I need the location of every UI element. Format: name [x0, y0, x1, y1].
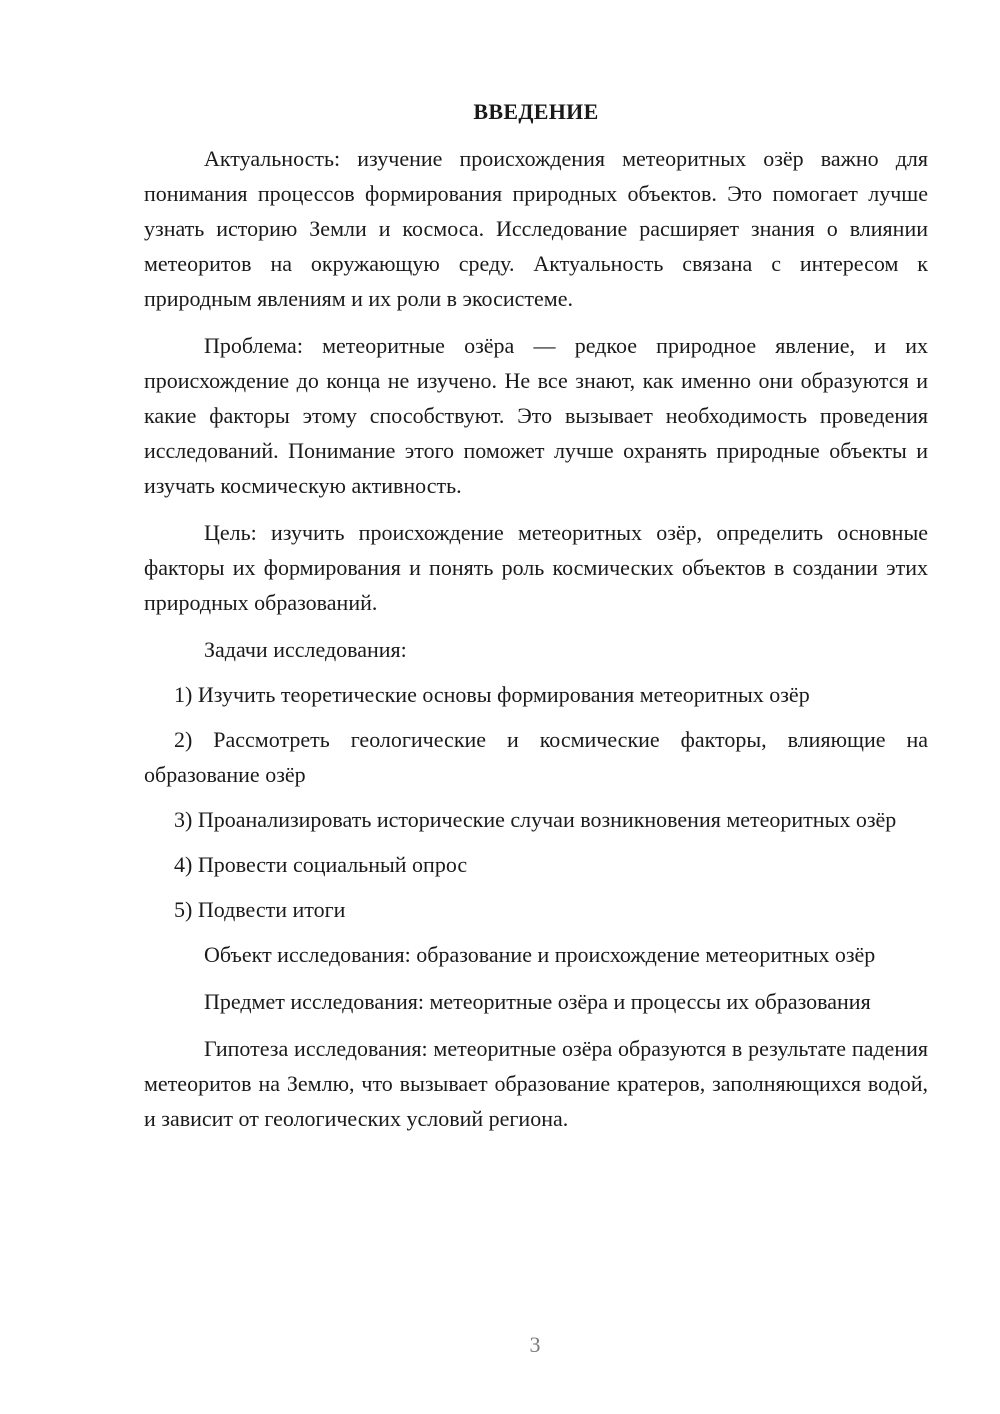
hypothesis-paragraph: Гипотеза исследования: метеоритные озёра образуются в результате падения метеоритов на Землю, что вызывает образование кратеров, заполняющихся водой, и зависит от геологических условий региона. [144, 1036, 928, 1131]
subject-paragraph: Предмет исследования: метеоритные озёра и процессы их образования [204, 989, 871, 1014]
goal-paragraph: Цель: изучить происхождение метеоритных озёр, определить основные факторы их формирования и понять роль космических объектов в создании этих природных образований. [144, 520, 928, 615]
task-item-2: 2) Рассмотреть геологические и космические факторы, влияющие на образование озёр [144, 727, 928, 787]
task-item-4: 4) Провести социальный опрос [174, 852, 468, 877]
page-number: 3 [529, 1332, 541, 1357]
task-item-1: 1) Изучить теоретические основы формирования метеоритных озёр [174, 682, 810, 707]
task-item-5: 5) Подвести итоги [174, 897, 346, 922]
document-page [144, 94, 928, 1148]
object-paragraph: Объект исследования: образование и происхождение метеоритных озёр [204, 942, 876, 967]
relevance-paragraph: Актуальность: изучение происхождения метеоритных озёр важно для понимания процессов формирования природных объектов. Это помогает лучше узнать историю Земли и космоса. Исследование расширяет знания о влиянии метеоритов на окружающую среду. Актуальность связана с интересом к природным явлениям и их роли в экосистеме. [144, 146, 928, 311]
problem-paragraph: Проблема: метеоритные озёра — редкое природное явление, и их происхождение до конца не изучено. Не все знают, как именно они образуются и какие факторы этому способствуют. Это вызывает необходимость проведения исследований. Понимание этого поможет лучше охранять природные объекты и изучать космическую активность. [144, 333, 928, 498]
tasks-title: Задачи исследования: [204, 637, 407, 662]
task-item-3: 3) Проанализировать исторические случаи возникновения метеоритных озёр [174, 807, 897, 832]
section-heading: ВВЕДЕНИЕ [473, 99, 599, 124]
